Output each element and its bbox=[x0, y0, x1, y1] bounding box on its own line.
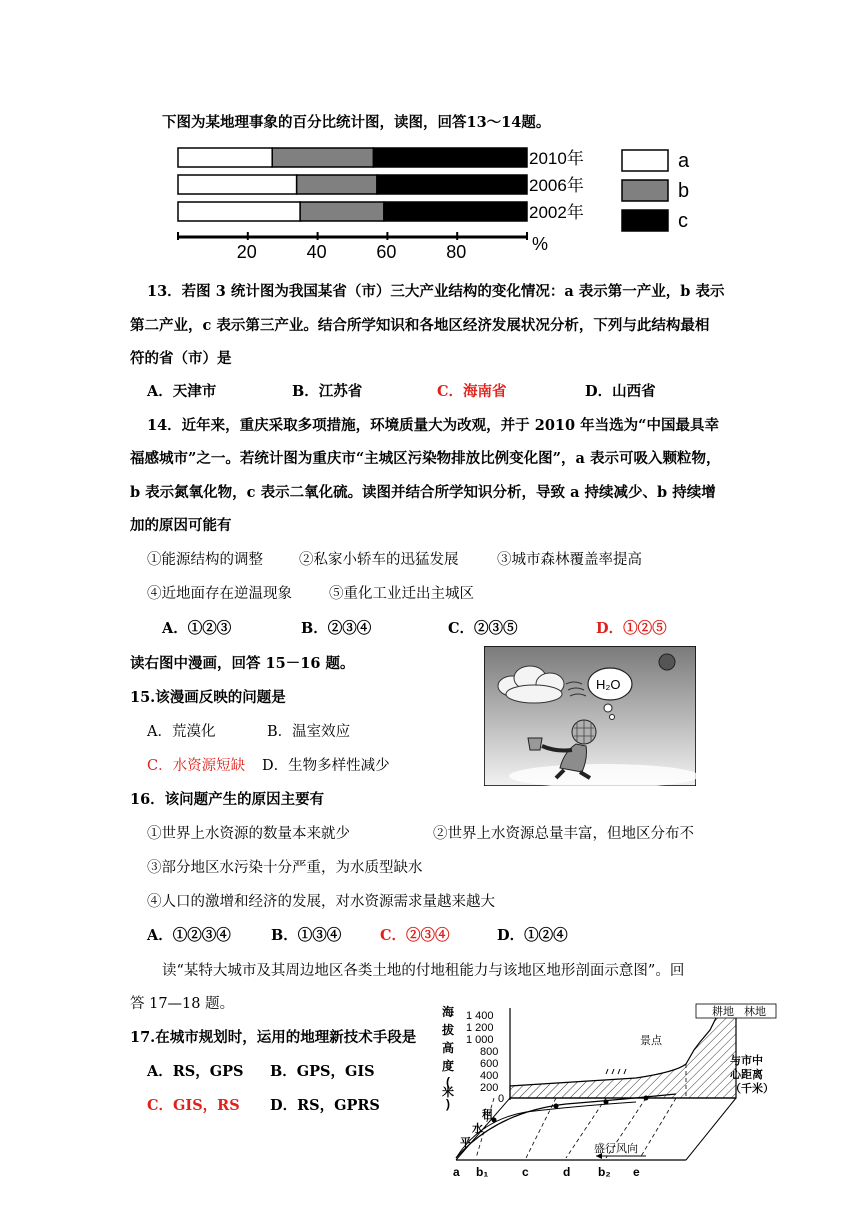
x-tick-label: 60 bbox=[376, 242, 397, 262]
q16-item-1: ①世界上水资源的数量本来就少 bbox=[147, 826, 350, 842]
cartoon-intro: 读右图中漫画，回答 15－16 题。 bbox=[130, 655, 355, 672]
point-b1: b₁ bbox=[476, 1165, 489, 1179]
svg-text:): ) bbox=[446, 1097, 450, 1111]
q13-line1: 13．若图 3 统计图为我国某省（市）三大产业结构的变化情况：a 表示第一产业，b 表示 bbox=[147, 283, 725, 300]
svg-text:米: 米 bbox=[442, 1085, 455, 1099]
q14-line2: 福感城市”之一。若统计图为重庆市“主城区污染物排放比例变化图”，a 表示可吸入颗粒物， bbox=[130, 450, 721, 467]
legend-swatch-c bbox=[622, 210, 668, 231]
q14-item-5: ⑤重化工业迁出主城区 bbox=[329, 586, 474, 602]
legend-label-c: c bbox=[678, 210, 688, 232]
rent-label: 租 bbox=[482, 1109, 493, 1121]
q14-option-b: B．②③④ bbox=[301, 620, 372, 637]
year-label: 2010年 bbox=[529, 149, 584, 168]
q14-line4: 加的原因可能有 bbox=[130, 517, 232, 534]
q17-option-d: D．RS，GPRS bbox=[270, 1097, 380, 1114]
x-tick-label: 80 bbox=[446, 242, 467, 262]
point-c: c bbox=[522, 1165, 529, 1179]
legend-swatch-a bbox=[622, 150, 668, 171]
y-tick: 1 400 bbox=[466, 1010, 494, 1022]
y-tick: 600 bbox=[480, 1058, 499, 1070]
q17-option-a: A．RS，GPS bbox=[147, 1063, 244, 1080]
q13-option-d: D．山西省 bbox=[585, 383, 656, 400]
farmland-markers bbox=[606, 1069, 626, 1074]
y-tick: 400 bbox=[480, 1070, 499, 1082]
q14-item-3: ③城市森林覆盖率提高 bbox=[497, 552, 642, 568]
q14-option-a: A．①②③ bbox=[162, 620, 232, 637]
q13-option-b: B．江苏省 bbox=[292, 383, 363, 400]
q15-option-a: A．荒漠化 bbox=[147, 724, 216, 740]
q14-line1: 14．近年来，重庆采取多项措施，环境质量大为改观，并于 2010 年当选为“中国最具幸 bbox=[147, 417, 719, 434]
question-intro: 下图为某地理事象的百分比统计图，读图，回答13～14题。 bbox=[162, 114, 551, 131]
q16-item-2: ②世界上水资源总量丰富，但地区分布不 bbox=[433, 826, 694, 842]
bar-a-1 bbox=[178, 175, 297, 194]
bar-b-0 bbox=[272, 148, 373, 167]
q14-line3: b 表示氮氧化物，c 表示二氧化硫。读图并结合所学知识分析，导致 a 持续减少、b 持续增 bbox=[130, 484, 716, 501]
svg-text:心距离: 心距离 bbox=[730, 1069, 763, 1081]
q15-option-c-answer: C．水资源短缺 bbox=[147, 758, 246, 774]
q13-line2: 第二产业，c 表示第三产业。结合所学知识和各地区经济发展状况分析，下列与此结构最相 bbox=[130, 317, 710, 334]
x-axis-label bbox=[730, 1053, 774, 1095]
svg-text:（千米）: （千米） bbox=[730, 1083, 774, 1095]
q15-option-b: B．温室效应 bbox=[267, 724, 351, 740]
q16-item-4: ④人口的激增和经济的发展，对水资源需求量越来越大 bbox=[147, 894, 495, 910]
bar-a-0 bbox=[178, 148, 272, 167]
x-tick-label: 40 bbox=[306, 242, 327, 262]
point-a: a bbox=[453, 1165, 460, 1179]
y-tick: 1 000 bbox=[466, 1034, 494, 1046]
q14-item-4: ④近地面存在逆温现象 bbox=[147, 586, 292, 602]
y-tick: 0 bbox=[498, 1093, 505, 1105]
q16-option-a: A．①②③④ bbox=[147, 927, 231, 944]
svg-text:高: 高 bbox=[442, 1041, 455, 1055]
y-tick: 800 bbox=[480, 1046, 499, 1058]
legend-forest: 林地 bbox=[744, 1006, 766, 1018]
bar-c-1 bbox=[377, 175, 527, 194]
stacked-bar-chart bbox=[160, 140, 860, 270]
bar-c-0 bbox=[373, 148, 527, 167]
svg-text:与市中: 与市中 bbox=[730, 1055, 763, 1067]
q14-item-2: ②私家小轿车的迅猛发展 bbox=[299, 552, 459, 568]
legend-label-b: b bbox=[678, 180, 690, 202]
svg-text:拔: 拔 bbox=[442, 1023, 455, 1037]
y-tick: 1 200 bbox=[466, 1022, 494, 1034]
sun-icon bbox=[659, 654, 675, 670]
legend-label-a: a bbox=[678, 150, 690, 172]
q17-option-c-answer: C．GIS，RS bbox=[147, 1097, 240, 1114]
bar-b-1 bbox=[297, 175, 377, 194]
q16-item-3: ③部分地区水污染十分严重，为水质型缺水 bbox=[147, 860, 423, 876]
bubble-text: H₂O bbox=[596, 677, 621, 692]
scenic-spot-label: 景点 bbox=[640, 1035, 662, 1047]
wind-direction-label: 盛行风向 bbox=[594, 1143, 638, 1155]
svg-text:海: 海 bbox=[442, 1005, 455, 1019]
q16-option-c-answer: C．②③④ bbox=[380, 927, 450, 944]
svg-text:(: ( bbox=[446, 1075, 450, 1089]
q16-option-b: B．①③④ bbox=[271, 927, 342, 944]
terrain-profile-diagram bbox=[436, 994, 781, 1180]
profile-intro-line2: 答 17—18 题。 bbox=[130, 996, 235, 1012]
q17-stem: 17.在城市规划时，运用的地理新技术手段是 bbox=[130, 1029, 417, 1046]
q14-option-d-answer: D．①②⑤ bbox=[596, 620, 667, 637]
bar-c-2 bbox=[384, 202, 527, 221]
y-axis-label bbox=[441, 1004, 455, 1111]
legend-swatch-b bbox=[622, 180, 668, 201]
year-label: 2006年 bbox=[529, 176, 584, 195]
water-shortage-cartoon bbox=[484, 646, 696, 786]
point-d: d bbox=[563, 1165, 571, 1179]
q17-option-b: B．GPS，GIS bbox=[270, 1063, 375, 1080]
profile-intro-line1: 读“某特大城市及其周边地区各类土地的付地租能力与该地区地形剖面示意图”。回 bbox=[162, 963, 685, 979]
q14-item-1: ①能源结构的调整 bbox=[147, 552, 263, 568]
q13-option-a: A．天津市 bbox=[147, 383, 217, 400]
x-tick-label: 20 bbox=[236, 242, 257, 262]
rent-label: 水 bbox=[472, 1123, 483, 1135]
q13-option-c-answer: C．海南省 bbox=[437, 383, 507, 400]
q16-stem: 16．该问题产生的原因主要有 bbox=[130, 791, 325, 808]
rent-label: 平 bbox=[460, 1137, 471, 1149]
y-tick: 200 bbox=[480, 1082, 499, 1094]
year-label: 2002年 bbox=[529, 203, 584, 222]
point-b2: b₂ bbox=[598, 1165, 611, 1179]
legend-farmland: 耕地 bbox=[712, 1006, 734, 1018]
bar-a-2 bbox=[178, 202, 300, 221]
bar-b-2 bbox=[300, 202, 384, 221]
q13-line3: 符的省（市）是 bbox=[130, 350, 232, 367]
q15-stem: 15.该漫画反映的问题是 bbox=[130, 689, 286, 706]
q15-option-d: D．生物多样性减少 bbox=[262, 758, 390, 774]
point-e: e bbox=[633, 1165, 640, 1179]
q16-option-d: D．①②④ bbox=[497, 927, 568, 944]
svg-text:度: 度 bbox=[442, 1059, 455, 1073]
x-unit-label: % bbox=[532, 234, 549, 254]
terrain-profile bbox=[510, 1008, 736, 1098]
q14-option-c: C．②③⑤ bbox=[448, 620, 518, 637]
